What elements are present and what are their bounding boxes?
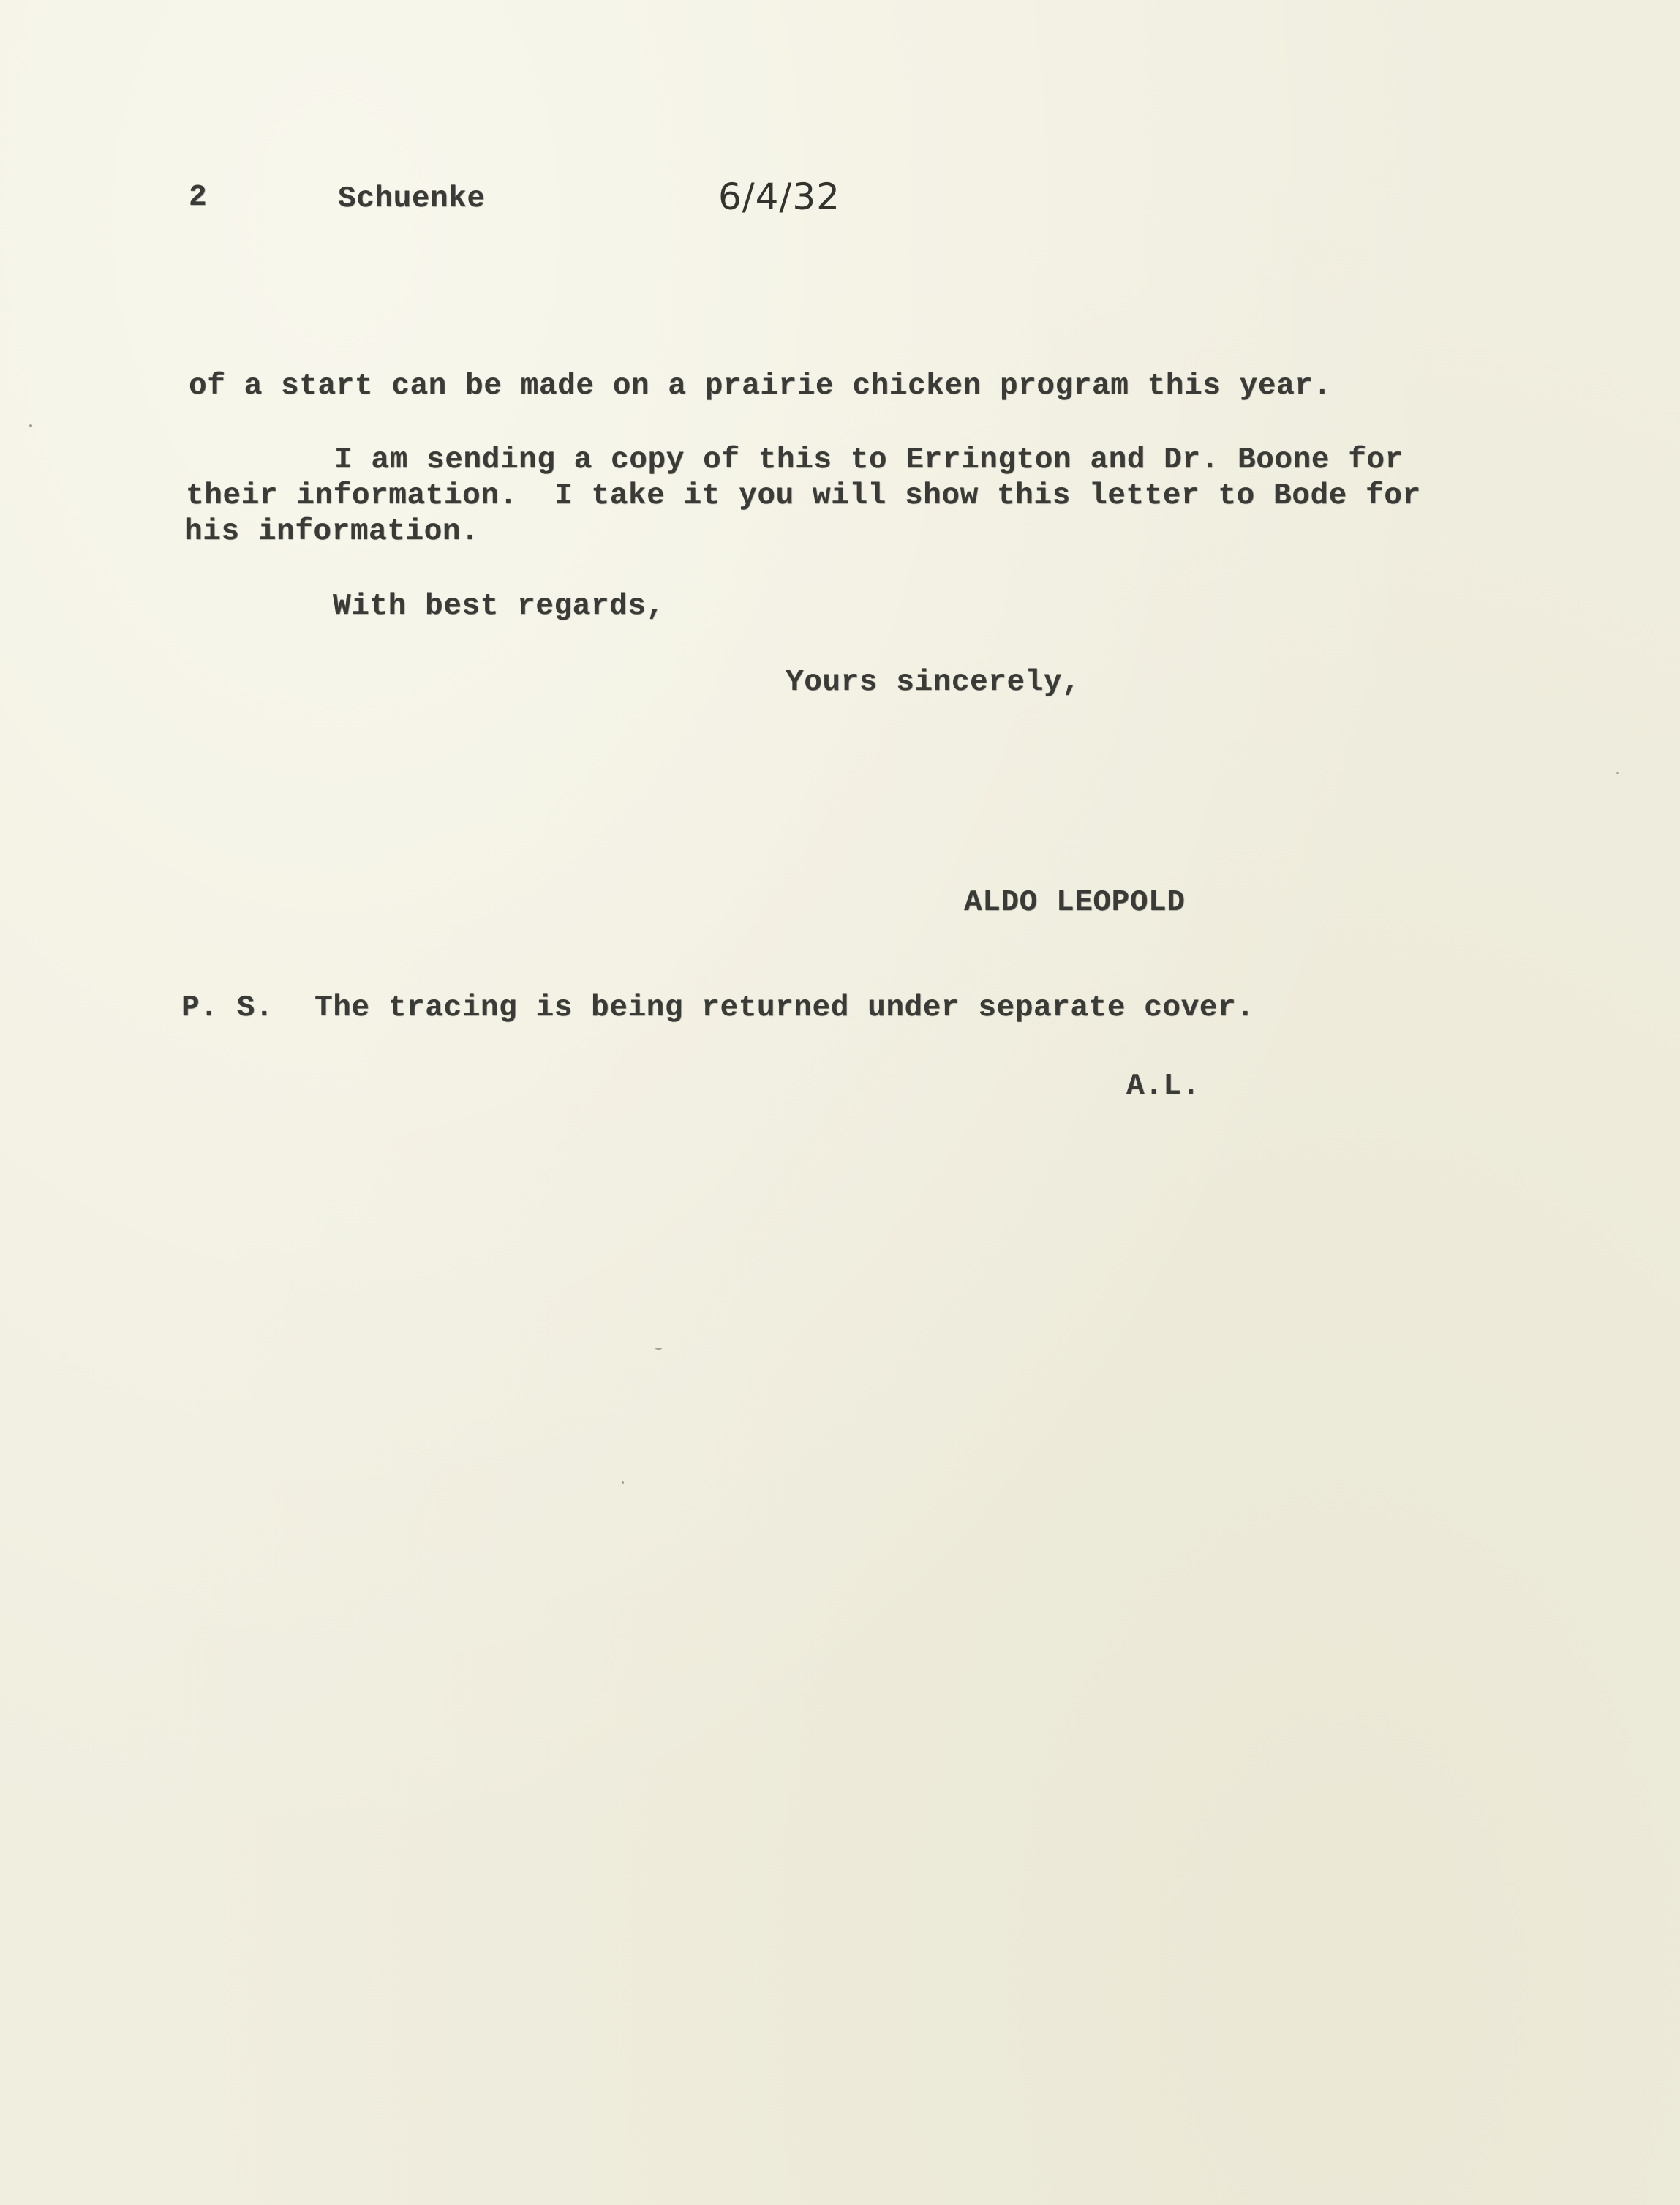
recipient-name: Schuenke	[338, 182, 486, 216]
body-line-1: of a start can be made on a prairie chicken program this year.	[189, 369, 1332, 403]
paper-speck	[29, 424, 32, 427]
body-paragraph-line-3: his information.	[184, 515, 480, 549]
postscript-initials: A.L.	[1126, 1070, 1200, 1103]
paper-speck	[622, 1481, 624, 1484]
paper-speck	[1616, 772, 1619, 774]
greeting-line: With best regards,	[333, 590, 665, 623]
paper-speck	[655, 1348, 662, 1350]
letter-date: 6/4/32	[718, 176, 840, 218]
page-number: 2	[189, 181, 208, 214]
postscript-text: The tracing is being returned under separate cover.	[314, 991, 1255, 1025]
closing-line: Yours sincerely,	[786, 666, 1081, 699]
signature-name: ALDO LEOPOLD	[964, 886, 1186, 920]
postscript-label: P. S.	[181, 991, 274, 1025]
body-paragraph-line-1: I am sending a copy of this to Errington and Dr. Boone for	[334, 443, 1404, 477]
body-paragraph-line-2: their information. I take it you will show this letter to Bode for	[186, 479, 1421, 513]
